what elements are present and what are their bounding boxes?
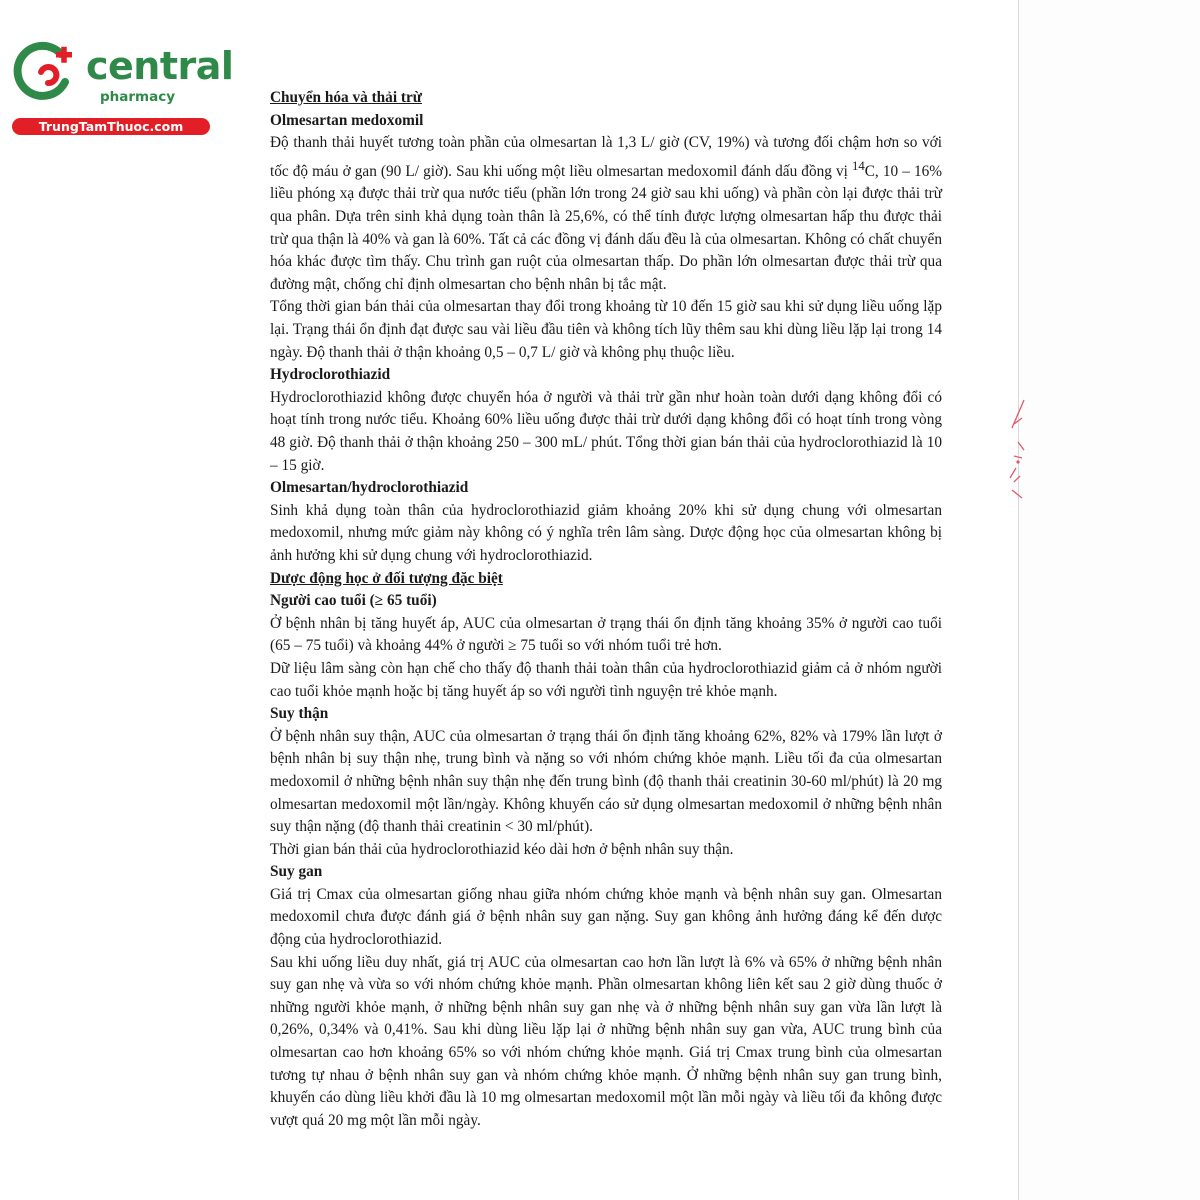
brand-subtitle: pharmacy <box>100 89 176 105</box>
paragraph-olmesartan-half-life: Tổng thời gian bán thải của olmesartan thay đổi trong khoảng từ 10 đến 15 giờ sau khi sử dụng liều uống lặp lại. Trạng thái ổn định đạt được sau vài liều đầu tiên và không tích lũy thêm sau khi dùng liều lặp lại trong 14 ngày. Độ thanh thải ở thận khoảng 0,5 – 0,7 L/ giờ và không phụ thuộc liều. <box>270 298 942 361</box>
paragraph-combination: Sinh khả dụng toàn thân của hydroclorothiazid giảm khoảng 20% khi sử dụng chung với olmesartan medoxomil, nhưng mức giảm này không có ý nghĩa trên lâm sàng. Dược động học của olmesartan không bị ảnh hưởng khi sử dụng chung với hydroclorothiazid. <box>270 501 942 564</box>
pharmacy-cross-icon <box>12 38 76 104</box>
paragraph-olmesartan-clearance: Độ thanh thải huyết tương toàn phần của olmesartan là 1,3 L/ giờ (CV, 19%) và tương đối chậm hơn so với tốc độ máu ở gan (90 L/ giờ). Sau khi uống một liều olmesartan medoxomil đánh dấu đồng vị $^{14}$C, 10 – 16% liều phóng xạ được thải trừ qua nước tiểu (phần lớn trong 24 giờ sau khi uống) và phần còn lại được thải trừ qua phân. Dựa trên sinh khả dụng toàn thân là 25,6%, có thể tính được lượng olmesartan hấp thu được thải trừ qua thận là 40% và gan là 60%. Tất cả các đồng vị đánh dấu đều là của olmesartan. Không có chất chuyển hóa khác được tìm thấy. Chu trình gan ruột của olmesartan thấp. Do phần lớn olmesartan được thải trừ qua đường mật, chống chỉ định olmesartan cho bệnh nhân bị tắc mật. <box>270 134 942 293</box>
section-heading-metabolism: Chuyển hóa và thải trừ <box>270 89 422 106</box>
paragraph-hydrochlorothiazide: Hydroclorothiazid không được chuyển hóa ở người và thải trừ gần như hoàn toàn dưới dạng không đổi có hoạt tính trong nước tiểu. Khoảng 60% liều uống được thải trừ dưới dạng không đổi có hoạt tính trong vòng 48 giờ. Độ thanh thải ở thận khoảng 250 – 300 mL/ phút. Tổng thời gian bán thải của hydroclorothiazid là 10 – 15 giờ. <box>270 388 942 474</box>
document-body <box>270 87 942 1132</box>
paragraph-renal-hydrochlorothiazide: Thời gian bán thải của hydroclorothiazid kéo dài hơn ở bệnh nhân suy thận. <box>270 840 734 858</box>
subheading-elderly: Người cao tuổi (≥ 65 tuổi) <box>270 592 437 610</box>
section-heading-special-populations: Dược động học ở đối tượng đặc biệt <box>270 569 503 587</box>
subheading-olmesartan: Olmesartan medoxomil <box>270 111 424 129</box>
paragraph-elderly-olmesartan: Ở bệnh nhân bị tăng huyết áp, AUC của olmesartan ở trạng thái ổn định tăng khoảng 35% ở người cao tuổi (65 – 75 tuổi) và khoảng 44% ở người ≥ 75 tuổi so với nhóm tuổi trẻ hơn. <box>270 614 942 655</box>
brand-url: TrungTamThuoc.com <box>12 118 210 135</box>
paragraph-hepatic-cmax: Giá trị Cmax của olmesartan giống nhau giữa nhóm chứng khỏe mạnh và bệnh nhân suy gan. Olmesartan medoxomil chưa được đánh giá ở bệnh nhân suy gan nặng. Suy gan không ảnh hưởng đáng kể đến dược động của hydroclorothiazid. <box>270 885 942 949</box>
subheading-renal-impairment: Suy thận <box>270 705 329 723</box>
paragraph-hepatic-auc: Sau khi uống liều duy nhất, giá trị AUC của olmesartan cao hơn lần lượt là 6% và 65% ở những bệnh nhân suy gan nhẹ và vừa so với nhóm chứng khỏe mạnh. Phần olmesartan không liên kết sau 2 giờ dùng thuốc ở những người khỏe mạnh, ở những bệnh nhân suy gan nhẹ và ở những bệnh nhân suy gan vừa lần lượt là 0,26%, 0,34% và 0,41%. Sau khi dùng liều lặp lại ở những bệnh nhân suy gan vừa, AUC trung bình của olmesartan cao hơn khoảng 65% so với nhóm chứng khỏe mạnh. Giá trị Cmax trung bình của olmesartan tương tự nhau ở bệnh nhân suy gan và nhóm chứng khỏe mạnh. Ở những bệnh nhân suy gan trung bình, khuyến cáo dùng liều khởi đầu là 10 mg olmesartan medoxomil một lần mỗi ngày và liều tối đa không được vượt quá 20 mg một lần mỗi ngày. <box>270 953 942 1129</box>
page-edge <box>1018 0 1019 1200</box>
subheading-hepatic-impairment: Suy gan <box>270 863 323 881</box>
subheading-hydrochlorothiazide: Hydroclorothiazid <box>270 366 391 384</box>
paragraph-renal-olmesartan: Ở bệnh nhân suy thận, AUC của olmesartan ở trạng thái ổn định tăng khoảng 62%, 82% và 179% lần lượt ở bệnh nhân bị suy thận nhẹ, trung bình và nặng so với nhóm chứng khỏe mạnh. Liều tối đa của olmesartan medoxomil ở những bệnh nhân suy thận nhẹ đến trung bình (độ thanh thải creatinin 30-60 ml/phút) là 20 mg olmesartan medoxomil một lần/ngày. Không khuyến cáo sử dụng olmesartan medoxomil ở những bệnh nhân suy thận nặng (độ thanh thải creatinin < 30 ml/phút). <box>270 727 942 836</box>
brand-name: central <box>86 44 234 88</box>
isotope-superscript: 14 <box>851 158 865 173</box>
stamp-mark <box>1004 398 1030 508</box>
subheading-combination: Olmesartan/hydroclorothiazid <box>270 479 469 497</box>
page-margin <box>1019 0 1200 1200</box>
paragraph-elderly-hydrochlorothiazide: Dữ liệu lâm sàng còn hạn chế cho thấy độ thanh thải toàn thân của hydroclorothiazid giảm cả ở nhóm người cao tuổi khỏe mạnh hoặc bị tăng huyết áp so với người tình nguyện trẻ khỏe mạnh. <box>270 659 942 700</box>
central-pharmacy-logo <box>12 38 234 138</box>
